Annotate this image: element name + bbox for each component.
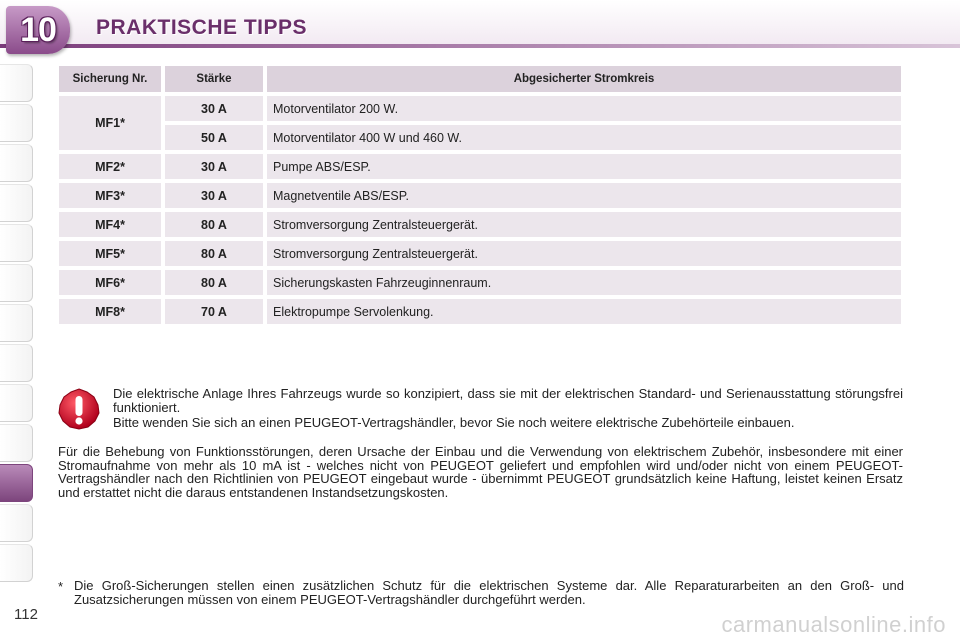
- fuse-rating-cell: 30 A: [165, 154, 263, 179]
- side-tab[interactable]: [0, 384, 33, 422]
- table-row: [59, 154, 901, 179]
- side-tab[interactable]: [0, 184, 33, 222]
- fuse-number-cell: MF4*: [59, 212, 161, 237]
- fuse-rating-cell: 30 A: [165, 183, 263, 208]
- column-header-rating: Stärke: [165, 66, 263, 92]
- table-row: [59, 212, 901, 237]
- header-rule: [0, 44, 960, 48]
- table-header-row: [59, 66, 901, 92]
- side-tab[interactable]: [0, 504, 33, 542]
- fuse-circuit-cell: Sicherungskasten Fahrzeuginnenraum.: [267, 270, 901, 295]
- fuse-circuit-cell: Motorventilator 200 W.: [267, 96, 901, 121]
- table-row: [59, 270, 901, 295]
- fuse-rating-cell: 70 A: [165, 299, 263, 324]
- side-tab-active[interactable]: [0, 464, 33, 502]
- fuse-rating-cell: 30 A: [165, 96, 263, 121]
- fuse-number-cell: MF2*: [59, 154, 161, 179]
- table-row: [59, 241, 901, 266]
- fuse-circuit-cell: Stromversorgung Zentralsteuergerät.: [267, 212, 901, 237]
- table-row: [59, 125, 901, 150]
- table-row: [59, 96, 901, 121]
- fuse-table: [55, 62, 905, 328]
- footnote-marker: *: [58, 579, 64, 594]
- side-tab[interactable]: [0, 424, 33, 462]
- fuse-number-cell: MF6*: [59, 270, 161, 295]
- fuse-number-cell: MF5*: [59, 241, 161, 266]
- fuse-circuit-cell: Stromversorgung Zentralsteuergerät.: [267, 241, 901, 266]
- exclamation-icon: [58, 388, 100, 430]
- side-tab[interactable]: [0, 144, 33, 182]
- warning-paragraph: Bitte wenden Sie sich an einen PEUGEOT-Vertragshändler, bevor Sie noch weitere elektrische Zubehörteile einbauen.: [113, 415, 795, 430]
- fuse-circuit-cell: Motorventilator 400 W und 460 W.: [267, 125, 901, 150]
- table-row: [59, 299, 901, 324]
- side-tab[interactable]: [0, 344, 33, 382]
- table-row: [59, 183, 901, 208]
- footnote-text: Die Groß-Sicherungen stellen einen zusätzlichen Schutz für die elektrischen Systeme dar. Alle Reparaturarbeiten an den Groß- und Zusatzsicherungen müssen von einem PEUGEOT-Vertragshändler durchgeführt werden.: [74, 578, 904, 607]
- fuse-circuit-cell: Pumpe ABS/ESP.: [267, 154, 901, 179]
- column-header-fuse-number: Sicherung Nr.: [59, 66, 161, 92]
- page-title: PRAKTISCHE TIPPS: [96, 16, 308, 39]
- page-number: 112: [14, 606, 38, 623]
- fuse-rating-cell: 50 A: [165, 125, 263, 150]
- fuse-rating-cell: 80 A: [165, 270, 263, 295]
- side-tab[interactable]: [0, 224, 33, 262]
- fuse-circuit-cell: Elektropumpe Servolenkung.: [267, 299, 901, 324]
- side-tab[interactable]: [0, 64, 33, 102]
- liability-paragraph: Für die Behebung von Funktionsstörungen, deren Ursache der Einbau und die Verwendung von elektrischem Zubehör, insbesondere mit einer Stromaufnahme von mehr als 10 mA ist - welches nicht von PEUGEOT geliefert und empfohlen wird und/oder nicht von einem PEUGEOT-Vertragshändler nach den Richtlinien von PEUGEOT eingebaut wurde - übernimmt PEUGEOT grundsätzlich keine Haftung, leistet keinen Ersatz und erstattet nicht die daraus entstandenen Instandsetzungskosten.: [58, 444, 903, 500]
- fuse-circuit-cell: Magnetventile ABS/ESP.: [267, 183, 901, 208]
- side-tab[interactable]: [0, 104, 33, 142]
- fuse-number-cell: MF1*: [59, 96, 161, 150]
- column-header-circuit: Abgesicherter Stromkreis: [267, 66, 901, 92]
- side-tab[interactable]: [0, 304, 33, 342]
- watermark: carmanualsonline.info: [721, 612, 946, 637]
- chapter-number: 10: [20, 11, 56, 49]
- side-tab[interactable]: [0, 264, 33, 302]
- fuse-number-cell: MF3*: [59, 183, 161, 208]
- fuse-number-cell: MF8*: [59, 299, 161, 324]
- warning-paragraph: Die elektrische Anlage Ihres Fahrzeugs wurde so konzipiert, dass sie mit der elektrischen Standard- und Serienausstattung störungsfrei funktioniert.: [113, 386, 903, 415]
- side-tab[interactable]: [0, 544, 33, 582]
- fuse-rating-cell: 80 A: [165, 241, 263, 266]
- fuse-rating-cell: 80 A: [165, 212, 263, 237]
